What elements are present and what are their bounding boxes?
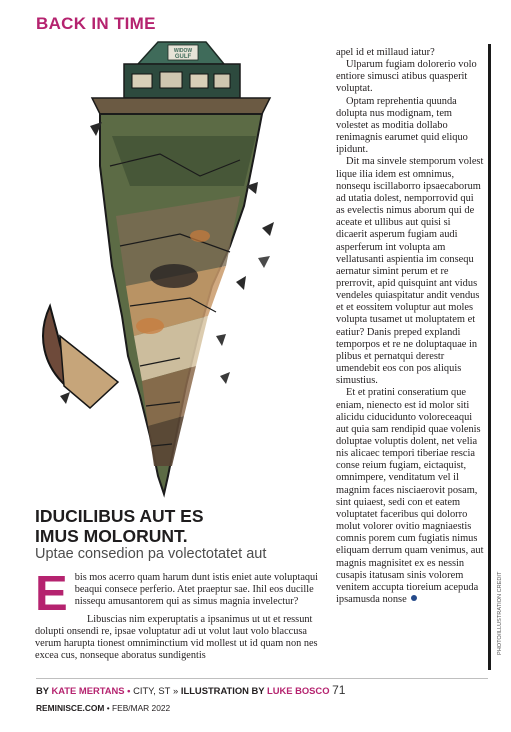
end-of-story-dot-icon [411, 595, 417, 601]
deck-subtitle: Uptae consedion pa volectotatet aut [35, 546, 267, 562]
byline-by: BY [36, 685, 49, 696]
headline [35, 506, 335, 546]
illustrator-name: LUKE BOSCO [266, 685, 330, 696]
last-paragraph-text: Et et pratini conseratium que eniam, nienecto est id molor siti alicidu ciducidunto voloreceaqui aut quia sam rendipid quae volenis doluptae voluptis dolent, net velia nis alicaec tempori tiberiae rescia conse reium fugiam, eictaquist, omnimpere, venditatum vel il magnim faces nisciaerovit posam, sint quiaest, sedi con et eatem voluptatet faceribus qui dolorro molut volorer ovitio magniaestis comnis porem cum fugiatis nimus eliquam derrum quam venimus, aut magnis magnisitet ex es nessin cusapis itatusam sinis volorem venitem accupta tioreium acepuda ipsamusda nonse [336, 387, 484, 606]
author-location: CITY, ST [133, 685, 171, 696]
first-paragraph-text: bis mos acerro quam harum dunt istis eniet aute voluptaqui beaqui consece perferio. Atet praeptur sae. Ihil eos ducille nissequ amusantorem qui as simus magnia invelectur? [74, 572, 319, 608]
footer [36, 703, 170, 713]
byline-divider [36, 678, 488, 679]
body-paragraph: apel id et millaud iatur? [336, 47, 435, 58]
byline-separator: » [173, 685, 179, 696]
tornado-funnel [100, 114, 262, 494]
headline-line-1: IDUCILIBUS AUT ES [35, 506, 204, 526]
body-paragraph-last [336, 387, 484, 606]
section-label: BACK IN TIME [36, 14, 156, 33]
body-paragraph: Ulparum fugiam dolorerio volo entiore simusci atibus quasperit voluptat. [336, 59, 477, 95]
building-sign-bottom: GULF [174, 54, 192, 60]
tornado-illustration [30, 36, 330, 506]
headline-line-2: IMUS MOLORUNT. [35, 526, 188, 546]
footer-bullet: • [106, 703, 110, 713]
building-sign-top: WIDOW [173, 48, 193, 54]
author-name: KATE MERTANS [51, 685, 125, 696]
body-paragraph: Dit ma sinvele stemporum volest lique ilia idem est omnimus, nonsequ iscillaborro ipsaecaborum ad utatia dolest, nemporrovid qui as evelectis nimus aborum qui de aceate et ullibus aut quisi si dicaerit asperum fugiam audi asperferum int volupta am vellatusanti aspientia im consequ aernatur simint perum et re prerrovit, apid quisquint ant vidus vendeles quiaspitatur andit vendus et et eossitem voluptur aut moles volupta tusamet ut moluptatem et eatiur? Danis preped explandi temporpos et re ne doluptaquae in plibus et pernatqui derestr umendebit eos con pos aliquis simustius. [336, 156, 484, 387]
house [124, 42, 240, 98]
photo-credit: PHOTO/ILLUSTRATION CREDIT [497, 571, 503, 655]
ground-slab [92, 98, 270, 114]
body-paragraph: Optam reprehentia quunda dolupta nus modignam, tem volestet as moditia dollabo renimagnis earumet quid eliquo ipidunt. [336, 95, 468, 156]
vertical-rule [488, 44, 491, 670]
second-paragraph: Libuscias nim experuptatis a ipsanimus ut ut et ressunt dolupti onsendi re, ipsae voluptatur adi ut volut laut volo blaccusa verum harupta tionest omniminctium vid mollest ut id quam non nes excea cus, nonseque aboratus sundigentis [35, 614, 318, 662]
illustration-credit-label: ILLUSTRATION BY [180, 685, 265, 696]
dropcap: E [35, 567, 68, 621]
byline-bullet: • [127, 685, 131, 696]
page-number: 71 [332, 683, 346, 697]
footer-site: REMINISCE.COM [36, 703, 105, 713]
body-column-left [35, 567, 327, 662]
body-paragraph [35, 567, 327, 621]
byline [36, 683, 345, 697]
footer-issue: FEB/MAR 2022 [112, 703, 171, 713]
body-column-right [336, 47, 484, 606]
